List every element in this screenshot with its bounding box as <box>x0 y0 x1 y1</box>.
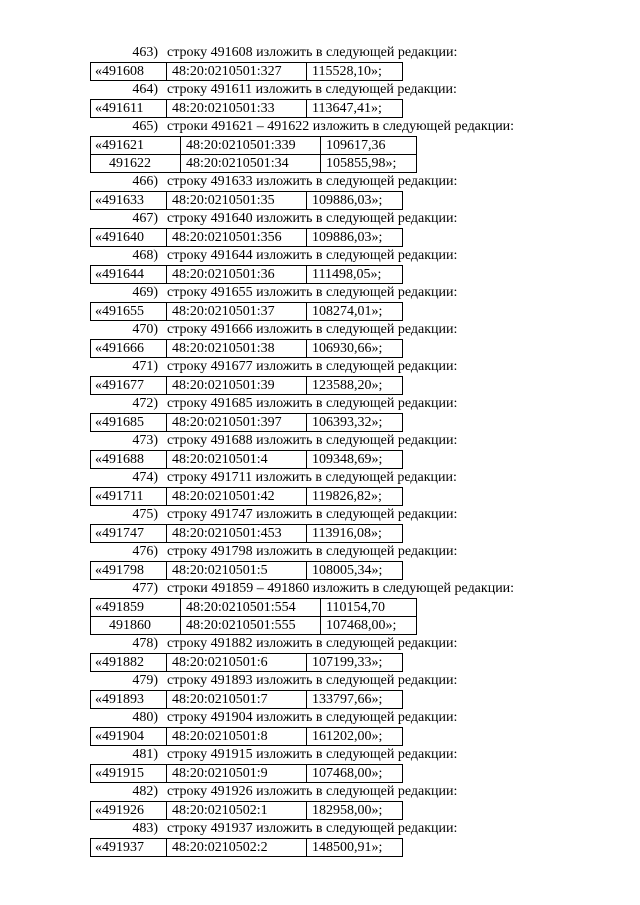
item-instruction: строку 491677 изложить в следующей редакции: <box>167 359 458 374</box>
amendment-heading <box>0 210 640 228</box>
amendment-item <box>0 358 640 395</box>
cadastral-number-cell: 48:20:0210501:34 <box>181 155 321 173</box>
amendment-item <box>0 580 640 635</box>
table-row <box>91 229 403 247</box>
amendment-table <box>90 413 403 432</box>
cadastral-number-cell: 48:20:0210501:39 <box>167 377 307 395</box>
table-row <box>91 728 403 746</box>
amendment-table <box>90 339 403 358</box>
cadastral-number-cell: 48:20:0210501:4 <box>167 451 307 469</box>
amendment-item <box>0 284 640 321</box>
value-cell: 115528,10»; <box>307 63 403 81</box>
item-instruction: строку 491611 изложить в следующей редакции: <box>167 82 457 97</box>
item-number: 475) <box>132 507 158 522</box>
amendment-heading <box>0 432 640 450</box>
amendment-item <box>0 709 640 746</box>
item-number: 483) <box>132 821 158 836</box>
row-number-cell: «491915 <box>91 765 167 783</box>
table-row <box>91 303 403 321</box>
amendment-table <box>90 450 403 469</box>
amendment-item <box>0 672 640 709</box>
cadastral-number-cell: 48:20:0210502:2 <box>167 839 307 857</box>
row-number-cell: «491655 <box>91 303 167 321</box>
row-number-cell: «491893 <box>91 691 167 709</box>
amendment-table <box>90 801 403 820</box>
amendment-table <box>90 62 403 81</box>
amendment-table <box>90 265 403 284</box>
amendment-table <box>90 302 403 321</box>
row-number-cell: 491622 <box>91 155 181 173</box>
cadastral-number-cell: 48:20:0210501:5 <box>167 562 307 580</box>
table-row <box>91 266 403 284</box>
row-number-cell: «491608 <box>91 63 167 81</box>
amendment-item <box>0 210 640 247</box>
item-number: 471) <box>132 359 158 374</box>
amendment-table <box>90 598 417 635</box>
value-cell: 113647,41»; <box>307 100 403 118</box>
table-row <box>91 599 417 617</box>
value-cell: 113916,08»; <box>307 525 403 543</box>
value-cell: 108274,01»; <box>307 303 403 321</box>
amendment-item <box>0 543 640 580</box>
amendment-heading <box>0 580 640 598</box>
amendment-item <box>0 173 640 210</box>
value-cell: 107468,00»; <box>321 617 417 635</box>
value-cell: 107199,33»; <box>307 654 403 672</box>
item-instruction: строку 491655 изложить в следующей редакции: <box>167 285 458 300</box>
row-number-cell: «491904 <box>91 728 167 746</box>
table-row <box>91 488 403 506</box>
item-instruction: строку 491685 изложить в следующей редакции: <box>167 396 458 411</box>
amendment-heading <box>0 44 640 62</box>
row-number-cell: «491644 <box>91 266 167 284</box>
item-instruction: строку 491688 изложить в следующей редакции: <box>167 433 458 448</box>
row-number-cell: «491882 <box>91 654 167 672</box>
item-instruction: строку 491893 изложить в следующей редакции: <box>167 673 458 688</box>
cadastral-number-cell: 48:20:0210501:339 <box>181 137 321 155</box>
row-number-cell: «491677 <box>91 377 167 395</box>
value-cell: 111498,05»; <box>307 266 403 284</box>
row-number-cell: «491798 <box>91 562 167 580</box>
table-row <box>91 654 403 672</box>
amendment-item <box>0 635 640 672</box>
item-number: 468) <box>132 248 158 263</box>
cadastral-number-cell: 48:20:0210501:8 <box>167 728 307 746</box>
amendment-item <box>0 746 640 783</box>
item-instruction: строку 491633 изложить в следующей редакции: <box>167 174 458 189</box>
item-instruction: строки 491621 – 491622 изложить в следующей редакции: <box>167 119 515 134</box>
amendment-table <box>90 524 403 543</box>
amendment-item <box>0 118 640 173</box>
cadastral-number-cell: 48:20:0210501:35 <box>167 192 307 210</box>
amendment-table <box>90 136 417 173</box>
item-instruction: строку 491666 изложить в следующей редакции: <box>167 322 458 337</box>
value-cell: 110154,70 <box>321 599 417 617</box>
amendment-heading <box>0 746 640 764</box>
amendment-heading <box>0 783 640 801</box>
table-row <box>91 192 403 210</box>
cadastral-number-cell: 48:20:0210501:36 <box>167 266 307 284</box>
amendment-table <box>90 228 403 247</box>
item-number: 466) <box>132 174 158 189</box>
cadastral-number-cell: 48:20:0210501:453 <box>167 525 307 543</box>
cadastral-number-cell: 48:20:0210501:33 <box>167 100 307 118</box>
value-cell: 109886,03»; <box>307 192 403 210</box>
table-row <box>91 414 403 432</box>
cadastral-number-cell: 48:20:0210501:38 <box>167 340 307 358</box>
row-number-cell: «491611 <box>91 100 167 118</box>
item-number: 469) <box>132 285 158 300</box>
item-number: 481) <box>132 747 158 762</box>
amendment-table <box>90 690 403 709</box>
table-row <box>91 340 403 358</box>
amendment-heading <box>0 173 640 191</box>
amendment-item <box>0 44 640 81</box>
amendment-item <box>0 469 640 506</box>
amendment-table <box>90 653 403 672</box>
table-row <box>91 691 403 709</box>
item-number: 474) <box>132 470 158 485</box>
cadastral-number-cell: 48:20:0210501:7 <box>167 691 307 709</box>
table-row <box>91 562 403 580</box>
row-number-cell: «491621 <box>91 137 181 155</box>
value-cell: 119826,82»; <box>307 488 403 506</box>
item-instruction: строку 491608 изложить в следующей редакции: <box>167 45 458 60</box>
amendment-heading <box>0 506 640 524</box>
cadastral-number-cell: 48:20:0210501:327 <box>167 63 307 81</box>
item-instruction: строку 491711 изложить в следующей редакции: <box>167 470 457 485</box>
item-number: 482) <box>132 784 158 799</box>
item-number: 480) <box>132 710 158 725</box>
amendment-item <box>0 247 640 284</box>
amendment-table <box>90 191 403 210</box>
item-number: 470) <box>132 322 158 337</box>
value-cell: 161202,00»; <box>307 728 403 746</box>
cadastral-number-cell: 48:20:0210501:555 <box>181 617 321 635</box>
item-number: 478) <box>132 636 158 651</box>
item-instruction: строку 491904 изложить в следующей редакции: <box>167 710 458 725</box>
row-number-cell: 491860 <box>91 617 181 635</box>
amendment-item <box>0 81 640 118</box>
value-cell: 106930,66»; <box>307 340 403 358</box>
cadastral-number-cell: 48:20:0210501:397 <box>167 414 307 432</box>
amendment-heading <box>0 635 640 653</box>
amendment-item <box>0 506 640 543</box>
row-number-cell: «491937 <box>91 839 167 857</box>
value-cell: 133797,66»; <box>307 691 403 709</box>
amendment-table <box>90 764 403 783</box>
amendment-item <box>0 820 640 857</box>
amendment-heading <box>0 118 640 136</box>
amendment-table <box>90 99 403 118</box>
cadastral-number-cell: 48:20:0210501:554 <box>181 599 321 617</box>
amendment-heading <box>0 820 640 838</box>
row-number-cell: «491926 <box>91 802 167 820</box>
item-number: 477) <box>132 581 158 596</box>
item-instruction: строку 491926 изложить в следующей редакции: <box>167 784 458 799</box>
value-cell: 106393,32»; <box>307 414 403 432</box>
item-instruction: строку 491644 изложить в следующей редакции: <box>167 248 458 263</box>
item-number: 463) <box>132 45 158 60</box>
amendment-heading <box>0 81 640 99</box>
value-cell: 123588,20»; <box>307 377 403 395</box>
row-number-cell: «491859 <box>91 599 181 617</box>
document-body <box>0 44 640 857</box>
amendment-table <box>90 727 403 746</box>
table-row <box>91 100 403 118</box>
cadastral-number-cell: 48:20:0210501:42 <box>167 488 307 506</box>
table-row <box>91 525 403 543</box>
value-cell: 108005,34»; <box>307 562 403 580</box>
amendment-item <box>0 432 640 469</box>
amendment-heading <box>0 672 640 690</box>
item-instruction: строку 491915 изложить в следующей редакции: <box>167 747 458 762</box>
amendment-table <box>90 376 403 395</box>
table-row <box>91 802 403 820</box>
table-row <box>91 451 403 469</box>
amendment-table <box>90 838 403 857</box>
amendment-table <box>90 487 403 506</box>
cadastral-number-cell: 48:20:0210501:9 <box>167 765 307 783</box>
cadastral-number-cell: 48:20:0210501:356 <box>167 229 307 247</box>
table-row <box>91 63 403 81</box>
item-number: 473) <box>132 433 158 448</box>
item-number: 472) <box>132 396 158 411</box>
value-cell: 109348,69»; <box>307 451 403 469</box>
item-instruction: строку 491882 изложить в следующей редакции: <box>167 636 458 651</box>
row-number-cell: «491633 <box>91 192 167 210</box>
table-row <box>91 377 403 395</box>
table-row <box>91 617 417 635</box>
value-cell: 109617,36 <box>321 137 417 155</box>
row-number-cell: «491688 <box>91 451 167 469</box>
table-row <box>91 137 417 155</box>
row-number-cell: «491747 <box>91 525 167 543</box>
amendment-heading <box>0 543 640 561</box>
item-number: 464) <box>132 82 158 97</box>
amendment-table <box>90 561 403 580</box>
amendment-heading <box>0 469 640 487</box>
cadastral-number-cell: 48:20:0210501:6 <box>167 654 307 672</box>
row-number-cell: «491640 <box>91 229 167 247</box>
item-number: 467) <box>132 211 158 226</box>
amendment-heading <box>0 321 640 339</box>
value-cell: 148500,91»; <box>307 839 403 857</box>
value-cell: 182958,00»; <box>307 802 403 820</box>
row-number-cell: «491685 <box>91 414 167 432</box>
item-instruction: строку 491937 изложить в следующей редакции: <box>167 821 458 836</box>
item-instruction: строку 491798 изложить в следующей редакции: <box>167 544 458 559</box>
amendment-item <box>0 783 640 820</box>
amendment-heading <box>0 247 640 265</box>
amendment-heading <box>0 358 640 376</box>
item-instruction: строку 491640 изложить в следующей редакции: <box>167 211 458 226</box>
amendment-heading <box>0 284 640 302</box>
amendment-item <box>0 321 640 358</box>
row-number-cell: «491666 <box>91 340 167 358</box>
table-row <box>91 839 403 857</box>
item-instruction: строки 491859 – 491860 изложить в следующей редакции: <box>167 581 515 596</box>
value-cell: 109886,03»; <box>307 229 403 247</box>
cadastral-number-cell: 48:20:0210502:1 <box>167 802 307 820</box>
amendment-item <box>0 395 640 432</box>
item-number: 479) <box>132 673 158 688</box>
item-instruction: строку 491747 изложить в следующей редакции: <box>167 507 458 522</box>
table-row <box>91 765 403 783</box>
item-number: 465) <box>132 119 158 134</box>
item-number: 476) <box>132 544 158 559</box>
value-cell: 107468,00»; <box>307 765 403 783</box>
cadastral-number-cell: 48:20:0210501:37 <box>167 303 307 321</box>
amendment-heading <box>0 395 640 413</box>
value-cell: 105855,98»; <box>321 155 417 173</box>
row-number-cell: «491711 <box>91 488 167 506</box>
table-row <box>91 155 417 173</box>
amendment-heading <box>0 709 640 727</box>
